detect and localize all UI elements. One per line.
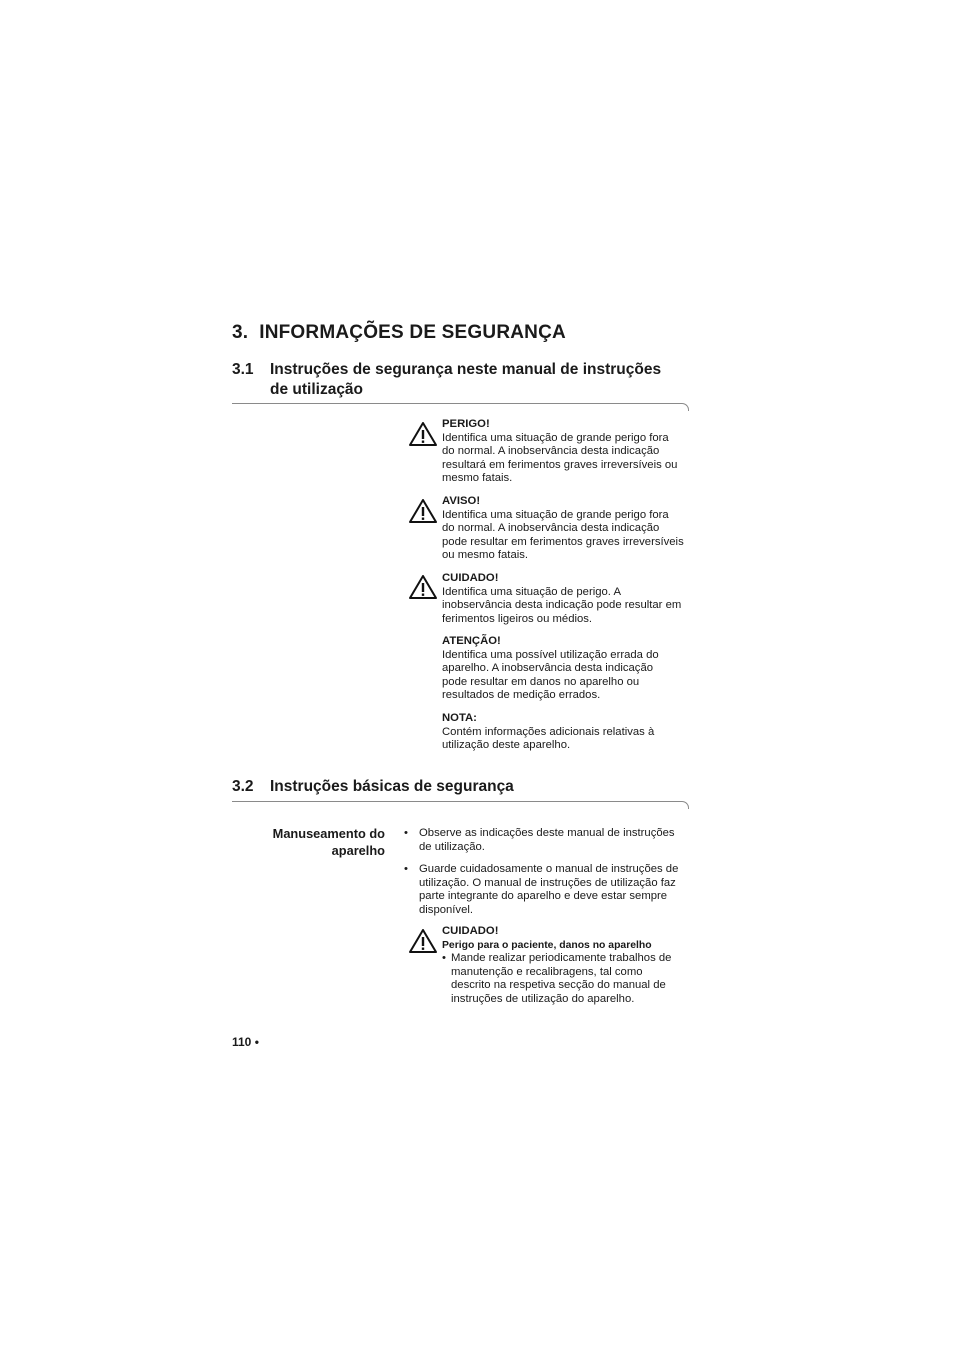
page-number: 110 •: [232, 1035, 259, 1049]
notice-text: Contém informações adicionais relativas à utilização deste aparelho.: [442, 725, 655, 752]
notice-aviso: [442, 495, 692, 563]
chapter-number: 3.: [232, 322, 249, 343]
warning-triangle-icon: [408, 574, 438, 600]
side-label: [232, 825, 385, 859]
notice-text: Identifica uma possível utilização errada do aparelho. A inobservância desta indicação pode resultar em danos no aparelho ou resultados de medição errados.: [442, 648, 659, 702]
divider-corner: [681, 801, 689, 809]
section-divider: [232, 801, 682, 802]
bullet-dot: •: [442, 952, 446, 965]
notice-label: AVISO!: [442, 495, 481, 507]
chapter-title: [232, 322, 566, 344]
notice-subtitle: Perigo para o paciente, danos no aparelho: [442, 939, 652, 951]
notice-perigo: [442, 418, 692, 486]
bullet-list: [403, 827, 695, 918]
bullet-dot: •: [404, 863, 408, 876]
section-divider: [232, 403, 682, 404]
list-item: [403, 863, 695, 917]
notice-label: CUIDADO!: [442, 925, 499, 937]
bullet-text: Observe as indicações deste manual de instruções de utilização.: [419, 827, 675, 853]
warning-triangle-icon: [408, 421, 438, 447]
notice-text: Identifica uma situação de grande perigo fora do normal. A inobservância desta indicação pode resultar em ferimentos graves irreversíveis ou mesmo fatais.: [442, 508, 684, 562]
side-label-line-1: Manuseamento do: [272, 826, 385, 841]
notice-label: ATENÇÃO!: [442, 635, 501, 647]
notice-label: NOTA:: [442, 712, 477, 724]
section-number: 3.2: [232, 778, 254, 795]
list-item: [442, 952, 692, 1006]
notice-text: Identifica uma situação de grande perigo fora do normal. A inobservância desta indicação resultará em ferimentos graves irreversíveis ou mesmo fatais.: [442, 431, 678, 485]
bullet-text: Mande realizar periodicamente trabalhos de manutenção e recalibragens, tal como descrito na respetiva secção do manual de instruções de utilização do aparelho.: [451, 952, 672, 1005]
section-title: Instruções básicas de segurança: [270, 778, 514, 795]
notice-label: PERIGO!: [442, 418, 490, 430]
section-title-line-2: de utilização: [270, 381, 364, 398]
section-number: 3.1: [232, 361, 254, 378]
notice-cuidado: [442, 572, 692, 626]
notice-cuidado-device: [442, 925, 692, 1007]
side-label-line-2: aparelho: [331, 843, 385, 858]
notice-atencao: [442, 635, 692, 703]
warning-triangle-icon: [408, 928, 438, 954]
warning-triangle-icon: [408, 498, 438, 524]
bullet-dot: •: [404, 827, 408, 839]
bullet-text: Guarde cuidadosamente o manual de instruções de utilização. O manual de instruções de utilização faz parte integrante do aparelho e deve estar sempre disponível.: [419, 863, 679, 916]
notice-label: CUIDADO!: [442, 572, 499, 584]
notice-nota: [442, 712, 692, 753]
section-heading-3-1: [232, 360, 692, 400]
chapter-title-text: INFORMAÇÕES DE SEGURANÇA: [259, 322, 566, 343]
divider-corner: [681, 403, 689, 411]
section-title-line-1: Instruções de segurança neste manual de instruções: [270, 361, 662, 378]
notice-text: Identifica uma situação de perigo. A inobservância desta indicação pode resultar em ferimentos ligeiros ou médios.: [442, 585, 682, 625]
list-item: [403, 827, 695, 854]
section-heading-3-2: [232, 777, 692, 797]
